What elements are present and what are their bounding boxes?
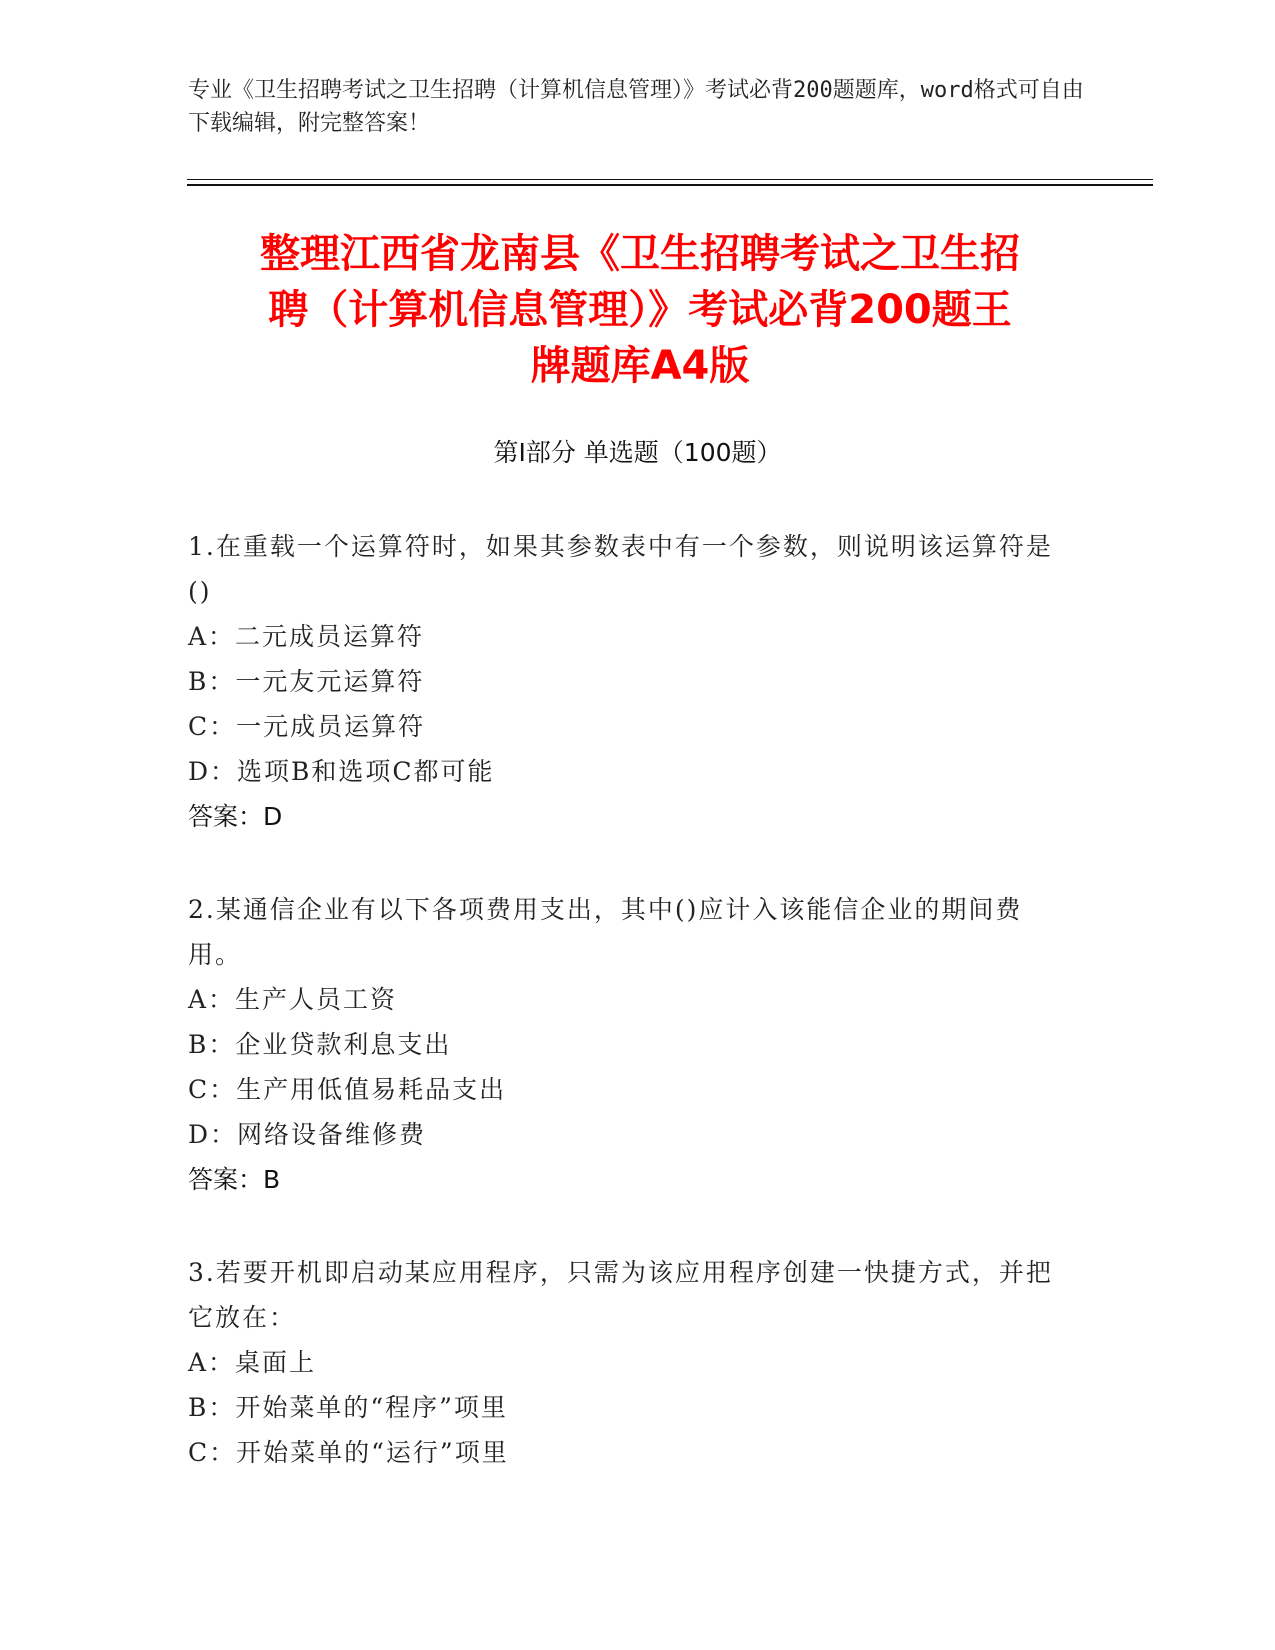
option-d: D：选项B和选项C都可能 bbox=[188, 757, 495, 786]
option-c: C：开始菜单的“运行”项里 bbox=[188, 1438, 509, 1467]
header-rule-thick bbox=[187, 184, 1153, 186]
option-c: C：生产用低值易耗品支出 bbox=[188, 1075, 507, 1104]
title-line: 整理江西省龙南县《卫生招聘考试之卫生招 bbox=[260, 231, 1020, 277]
option-d: D：网络设备维修费 bbox=[188, 1120, 427, 1149]
option-b: B：开始菜单的“程序”项里 bbox=[188, 1393, 508, 1422]
option-a: A：生产人员工资 bbox=[188, 985, 398, 1014]
document-title bbox=[160, 226, 1120, 394]
header-rule-thin bbox=[187, 179, 1153, 180]
answer: 答案：D bbox=[188, 802, 283, 831]
option-a: A：二元成员运算符 bbox=[188, 622, 425, 651]
question-block bbox=[188, 524, 1068, 839]
question-block bbox=[188, 1250, 1068, 1475]
question-stem: 2.某通信企业有以下各项费用支出，其中()应计入该能信企业的期间费用。 bbox=[188, 895, 1023, 969]
question-block bbox=[188, 887, 1068, 1202]
option-b: B：一元友元运算符 bbox=[188, 667, 425, 696]
answer: 答案：B bbox=[188, 1165, 281, 1194]
header-note: 专业《卫生招聘考试之卫生招聘（计算机信息管理）》考试必背200题题库，word格式可自由下载编辑，附完整答案！ bbox=[188, 78, 1084, 136]
title-line: 牌题库A4版 bbox=[530, 343, 750, 389]
section-heading: 第Ⅰ部分 单选题（100题） bbox=[493, 438, 782, 467]
question-stem: 1.在重载一个运算符时，如果其参数表中有一个参数，则说明该运算符是() bbox=[188, 532, 1053, 606]
option-b: B：企业贷款利息支出 bbox=[188, 1030, 452, 1059]
option-c: C：一元成员运算符 bbox=[188, 712, 426, 741]
option-a: A：桌面上 bbox=[188, 1348, 317, 1377]
title-line: 聘（计算机信息管理）》考试必背200题王 bbox=[268, 287, 1012, 333]
question-stem: 3.若要开机即启动某应用程序，只需为该应用程序创建一快捷方式，并把它放在： bbox=[188, 1258, 1053, 1332]
